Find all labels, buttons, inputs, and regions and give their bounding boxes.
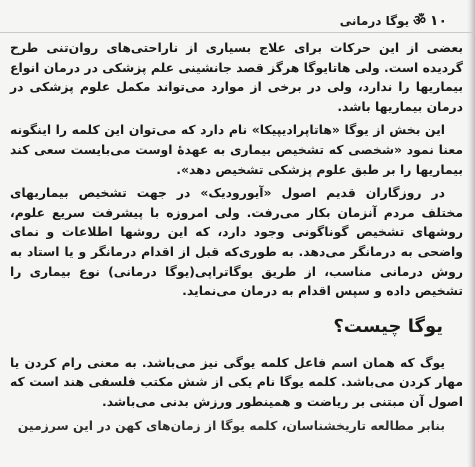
paragraph: یوگ که همان اسم فاعل کلمه یوگی نیز می‌باشد. به معنی رام کردن یا مهار کردن می‌باشد. کلمه یوگا نام یکی از شش مکتب فلسفی هند است که اصول آن مبتنی بر ریاضت و همینطور ورزش بدنی می‌باشد. (10, 354, 463, 409)
page-body (10, 38, 463, 439)
om-icon: ॐ (413, 13, 426, 29)
paragraph: بنابر مطالعه تاریخشناسان، کلمه یوگا از زمان‌های کهن در این سرزمین (17, 417, 445, 433)
running-header (287, 12, 447, 30)
page-number: ۱۰ (429, 13, 447, 29)
header-rule (0, 32, 475, 33)
paragraph: این بخش از یوگا «هاتاپرادیپیکا» نام دارد که می‌توان این کلمه را اینگونه معنا نمود «شخصی که تشخیص بیماری به عهدهٔ اوست می‌بایست سعی کند بیماریها را بر طبق علوم پزشکی تشخیص دهد». (10, 122, 463, 177)
paragraph: در روزگاران قدیم اصول «آیورودیک» در جهت تشخیص بیماریهای مختلف مردم آنزمان بکار می‌رفت. ولی امروزه با پیشرفت سریع علوم، روشهای تشخیص گوناگونی وجود دارد، که این روشها اطلاعات و نمای واضحی به درمانگر می‌دهد. به طوری‌که قبل از اقدام درمانگر و یا استاد به روش درمانی مناسب، از طریق یوگاتراپی(یوگا درمانی) نوع بیماری را تشخیص داده و سپس اقدام به درمان می‌نماید. (10, 185, 463, 299)
paragraph: بعضی از این حرکات برای علاج بسیاری از ناراحتی‌های روان‌تنی طرح گردیده است. ولی هاتایوگا هرگز قصد جانشینی علم پزشکی در درمان انواع بیماریها را ندارد، ولی در برخی از موارد می‌تواند مکمل علوم پزشکی در درمان بیماریها باشد. (10, 40, 463, 114)
chapter-title: یوگا درمانی (339, 14, 410, 28)
book-spine-shadow (467, 0, 475, 467)
section-heading: یوگا چیست؟ (333, 315, 443, 337)
